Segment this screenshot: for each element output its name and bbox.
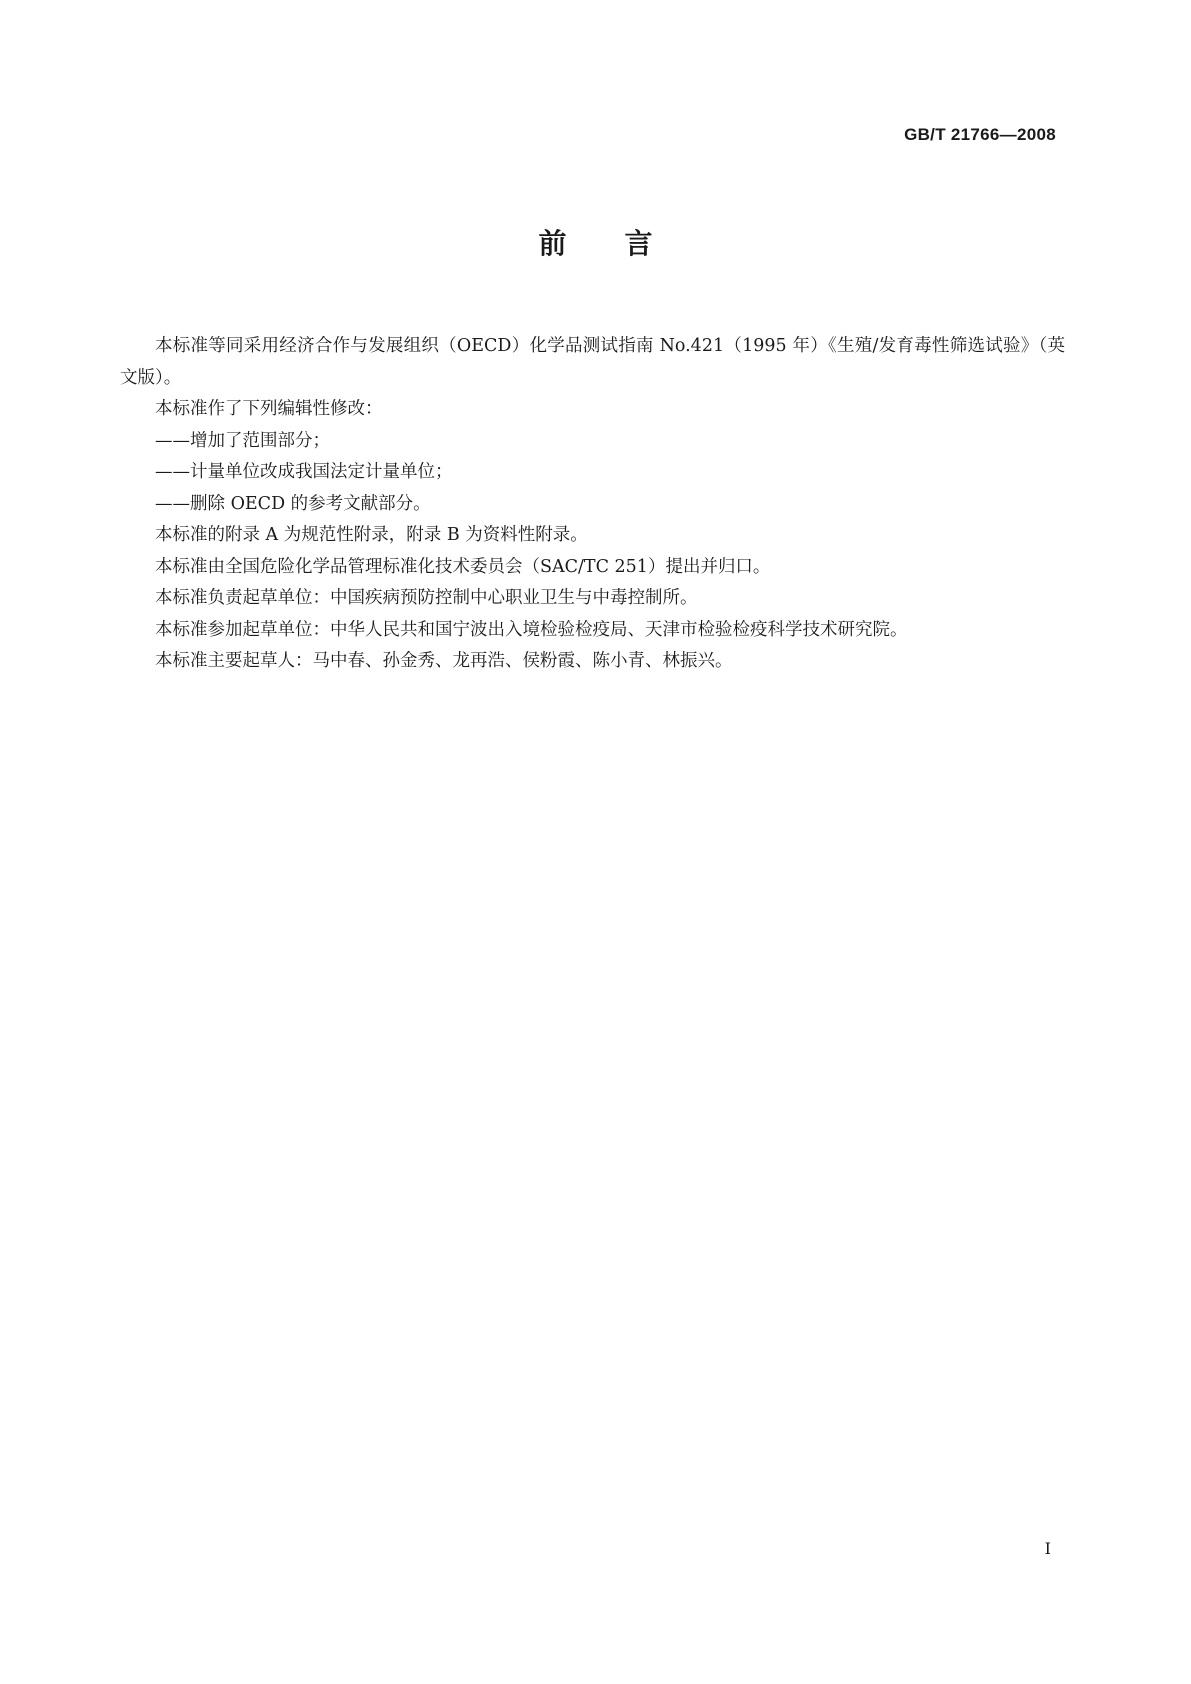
paragraph-adoption: 本标准等同采用经济合作与发展组织（OECD）化学品测试指南 No.421（1995 年）《生殖/发育毒性筛选试验》（英文版）。 — [120, 336, 1065, 388]
paragraph-lead-drafter: 本标准负责起草单位：中国疾病预防控制中心职业卫生与中毒控制所。 — [155, 588, 698, 608]
page-title — [0, 227, 1191, 260]
paragraph-annexes: 本标准的附录 A 为规范性附录，附录 B 为资料性附录。 — [155, 525, 588, 545]
list-item-units: ——计量单位改成我国法定计量单位； — [155, 462, 453, 482]
paragraph-proposer: 本标准由全国危险化学品管理标准化技术委员会（SAC/TC 251）提出并归口。 — [155, 556, 771, 577]
list-item-references: ——删除 OECD 的参考文献部分。 — [155, 493, 431, 514]
title-char-1: 前 — [538, 227, 567, 260]
standard-code: GB/T 21766—2008 — [904, 125, 1056, 144]
list-item-scope: ——增加了范围部分； — [155, 430, 330, 451]
foreword-body — [120, 331, 1065, 678]
page-number: I — [1044, 1539, 1051, 1558]
paragraph-edits-intro: 本标准作了下列编辑性修改： — [155, 399, 383, 419]
paragraph-participating-drafters: 本标准参加起草单位：中华人民共和国宁波出入境检验检疫局、天津市检验检疫科学技术研究院。 — [155, 619, 908, 640]
paragraph-main-drafters: 本标准主要起草人：马中春、孙金秀、龙再浩、侯粉霞、陈小青、林振兴。 — [155, 651, 733, 671]
title-char-2: 言 — [624, 227, 653, 260]
